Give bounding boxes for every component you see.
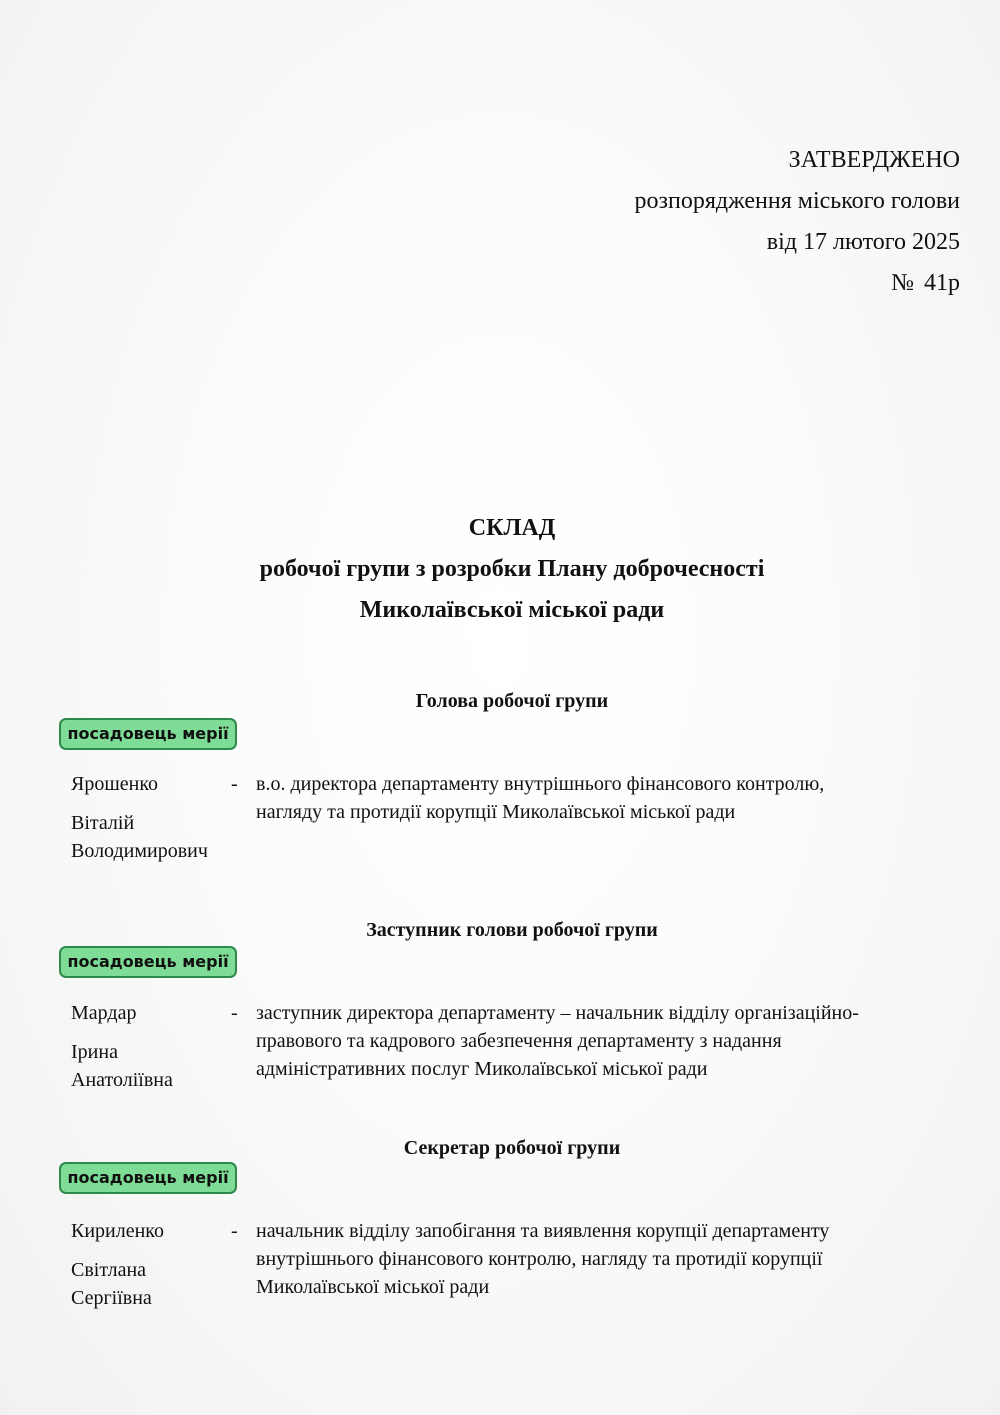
member-name <box>71 770 241 865</box>
member-patronymic: Анатоліївна <box>71 1069 173 1091</box>
member-patronymic: Володимирович <box>71 840 208 862</box>
section-heading-secretary: Секретар робочої групи <box>403 1137 621 1159</box>
approval-status: ЗАТВЕРДЖЕНО <box>788 147 960 173</box>
member-surname: Кириленко <box>71 1220 165 1242</box>
approval-number: 41р <box>924 270 960 296</box>
position-line: правового та кадрового забезпечення департаменту з надання <box>256 1030 782 1052</box>
position-line: заступник директора департаменту – начальник відділу організаційно- <box>256 1002 859 1024</box>
member-dash: - <box>231 1220 238 1242</box>
position-line: Миколаївської міської ради <box>256 1276 490 1298</box>
section-heading-deputy: Заступник голови робочої групи <box>366 919 658 941</box>
member-given-name: Ірина <box>71 1041 118 1063</box>
official-badge: посадовець мерії <box>59 1162 237 1194</box>
approval-block <box>635 140 960 304</box>
title-line-2: робочої групи з розробки Плану доброчесності <box>259 556 765 582</box>
approval-date: від 17 лютого 2025 <box>766 229 960 255</box>
member-position <box>256 1217 946 1301</box>
member-position <box>256 770 946 826</box>
title-line-3: Миколаївської міської ради <box>359 597 665 623</box>
member-position <box>256 999 946 1083</box>
position-line: в.о. директора департаменту внутрішнього фінансового контролю, <box>256 773 825 795</box>
position-line: нагляду та протидії корупції Миколаївської міської ради <box>256 801 736 823</box>
member-name <box>71 1217 241 1312</box>
position-line: начальник відділу запобігання та виявлення корупції департаменту <box>256 1220 830 1242</box>
official-badge: посадовець мерії <box>59 718 237 750</box>
member-dash: - <box>231 773 238 795</box>
document-title <box>0 508 1000 631</box>
member-dash: - <box>231 1002 238 1024</box>
member-surname: Ярошенко <box>71 773 159 795</box>
member-surname: Мардар <box>71 1002 137 1024</box>
member-given-name: Віталій <box>71 812 135 834</box>
approval-number-sign: № <box>891 270 914 296</box>
member-name <box>71 999 241 1094</box>
official-badge: посадовець мерії <box>59 946 237 978</box>
position-line: внутрішнього фінансового контролю, нагляду та протидії корупції <box>256 1248 823 1270</box>
title-line-1: СКЛАД <box>468 515 556 541</box>
member-given-name: Світлана <box>71 1259 147 1281</box>
approval-number-line <box>635 263 960 304</box>
position-line: адміністративних послуг Миколаївської міської ради <box>256 1058 708 1080</box>
approval-document-type: розпорядження міського голови <box>634 188 960 214</box>
member-patronymic: Сергіївна <box>71 1287 152 1309</box>
section-heading-head: Голова робочої групи <box>415 690 609 712</box>
